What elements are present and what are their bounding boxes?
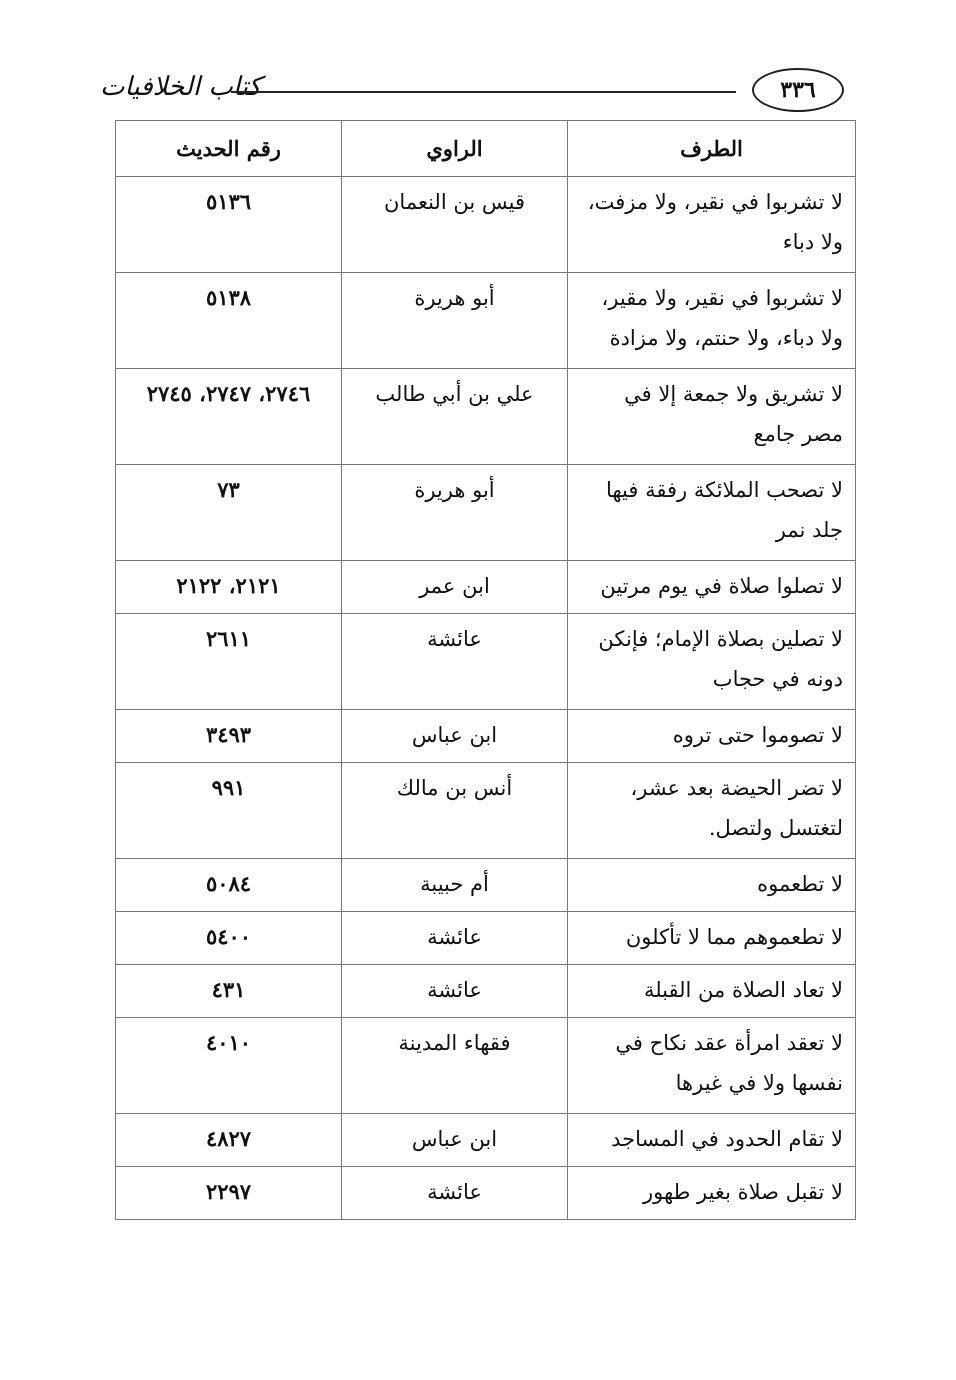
- table-row: [116, 1167, 856, 1220]
- hadith-number-cell: ٢٦١١: [116, 614, 342, 710]
- hadith-number-cell: ٥٠٨٤: [116, 859, 342, 912]
- hadith-number-cell: ٤٨٢٧: [116, 1114, 342, 1167]
- table-row: [116, 273, 856, 369]
- hadith-number-cell: ٢٢٩٧: [116, 1167, 342, 1220]
- header-rule: [231, 91, 736, 93]
- tarf-cell: لا تضر الحيضة بعد عشر، لتغتسل ولتصل.: [568, 763, 856, 859]
- narrator-cell: أنس بن مالك: [342, 763, 568, 859]
- table-row: [116, 912, 856, 965]
- narrator-cell: ابن عباس: [342, 1114, 568, 1167]
- narrator-cell: علي بن أبي طالب: [342, 369, 568, 465]
- table-row: [116, 369, 856, 465]
- tarf-cell: لا تقبل صلاة بغير طهور: [568, 1167, 856, 1220]
- hadith-number-cell: ٢١٢١، ٢١٢٢: [116, 561, 342, 614]
- hadith-number-cell: ٣٤٩٣: [116, 710, 342, 763]
- table-row: [116, 1114, 856, 1167]
- narrator-cell: أبو هريرة: [342, 273, 568, 369]
- narrator-cell: أبو هريرة: [342, 465, 568, 561]
- tarf-cell: لا تشربوا في نقير، ولا مقير، ولا دباء، ولا حنتم، ولا مزادة: [568, 273, 856, 369]
- tarf-cell: لا تصوموا حتى تروه: [568, 710, 856, 763]
- tarf-cell: لا تعقد امرأة عقد نكاح في نفسها ولا في غيرها: [568, 1018, 856, 1114]
- narrator-cell: عائشة: [342, 614, 568, 710]
- hadith-number-cell: ٤٠١٠: [116, 1018, 342, 1114]
- table-row: [116, 177, 856, 273]
- narrator-cell: عائشة: [342, 965, 568, 1018]
- column-header-tarf: الطرف: [568, 121, 856, 177]
- table-row: [116, 1018, 856, 1114]
- hadith-number-cell: ٢٧٤٦، ٢٧٤٧، ٢٧٤٥: [116, 369, 342, 465]
- narrator-cell: فقهاء المدينة: [342, 1018, 568, 1114]
- table-row: [116, 710, 856, 763]
- table-row: [116, 965, 856, 1018]
- hadith-number-cell: ٧٣: [116, 465, 342, 561]
- table-header-row: [116, 121, 856, 177]
- page-number: ٣٣٦: [752, 68, 844, 112]
- hadith-number-cell: ٥٤٠٠: [116, 912, 342, 965]
- tarf-cell: لا تصلين بصلاة الإمام؛ فإنكن دونه في حجاب: [568, 614, 856, 710]
- hadith-number-cell: ٩٩١: [116, 763, 342, 859]
- tarf-cell: لا تصلوا صلاة في يوم مرتين: [568, 561, 856, 614]
- hadith-number-cell: ٥١٣٨: [116, 273, 342, 369]
- table-row: [116, 763, 856, 859]
- tarf-cell: لا تشريق ولا جمعة إلا في مصر جامع: [568, 369, 856, 465]
- tarf-cell: لا تصحب الملائكة رفقة فيها جلد نمر: [568, 465, 856, 561]
- tarf-cell: لا تقام الحدود في المساجد: [568, 1114, 856, 1167]
- tarf-cell: لا تطعموه: [568, 859, 856, 912]
- book-title: كتاب الخلافيات: [100, 72, 262, 102]
- column-header-narrator: الراوي: [342, 121, 568, 177]
- table-row: [116, 859, 856, 912]
- narrator-cell: قيس بن النعمان: [342, 177, 568, 273]
- tarf-cell: لا تطعموهم مما لا تأكلون: [568, 912, 856, 965]
- narrator-cell: عائشة: [342, 1167, 568, 1220]
- column-header-hadith-number: رقم الحديث: [116, 121, 342, 177]
- page-header: [96, 66, 854, 116]
- tarf-cell: لا تعاد الصلاة من القبلة: [568, 965, 856, 1018]
- hadith-number-cell: ٤٣١: [116, 965, 342, 1018]
- hadith-number-cell: ٥١٣٦: [116, 177, 342, 273]
- table-row: [116, 561, 856, 614]
- hadith-index-table: [115, 120, 856, 1220]
- table-row: [116, 614, 856, 710]
- narrator-cell: أم حبيبة: [342, 859, 568, 912]
- tarf-cell: لا تشربوا في نقير، ولا مزفت، ولا دباء: [568, 177, 856, 273]
- narrator-cell: ابن عباس: [342, 710, 568, 763]
- table-row: [116, 465, 856, 561]
- narrator-cell: ابن عمر: [342, 561, 568, 614]
- narrator-cell: عائشة: [342, 912, 568, 965]
